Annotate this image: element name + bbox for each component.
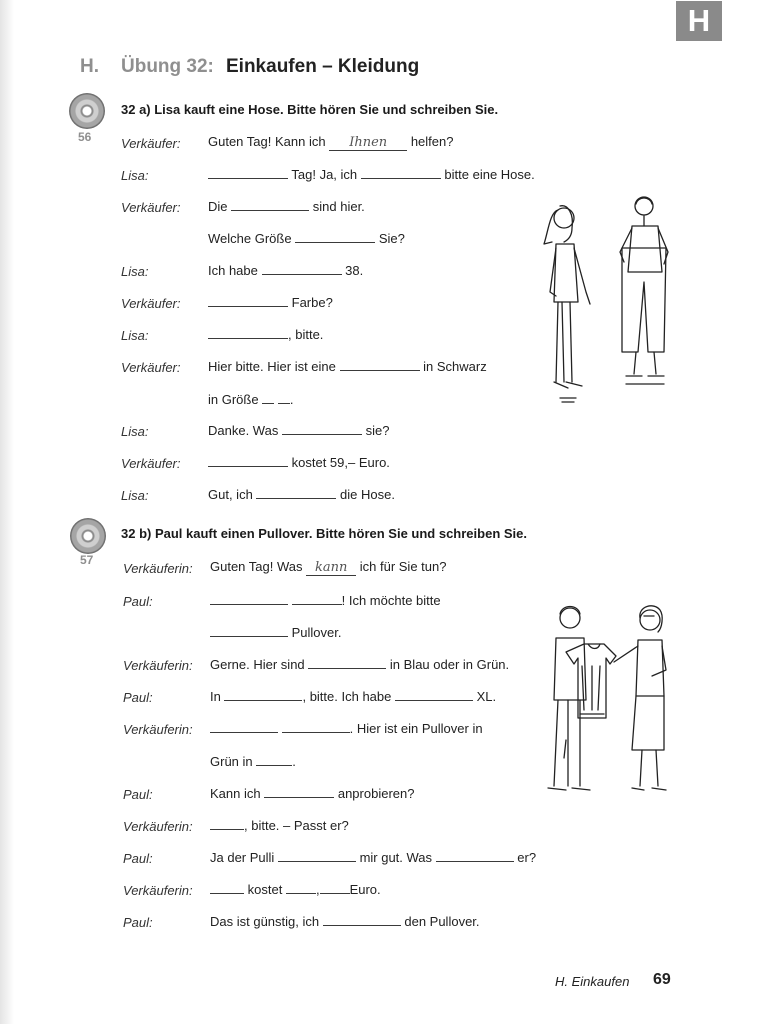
dialogue-text: in Blau oder in Grün. xyxy=(389,657,510,672)
dialogue-line xyxy=(208,422,389,438)
answer-blank[interactable] xyxy=(210,592,288,605)
speaker-label: Lisa: xyxy=(121,328,149,343)
shop-scene-trousers-illustration xyxy=(532,192,682,407)
dialogue-text: . xyxy=(292,754,296,769)
dialogue-text: . Hier ist ein Pullover in xyxy=(349,721,483,736)
shop-scene-pullover-illustration xyxy=(540,600,680,800)
dialogue-text: Hier bitte. Hier ist eine xyxy=(208,359,336,374)
speaker-label: Verkäufer: xyxy=(121,456,181,471)
speaker-label: Lisa: xyxy=(121,264,149,279)
answer-blank[interactable] xyxy=(256,753,292,766)
dialogue-text: helfen? xyxy=(410,134,454,149)
dialogue-line xyxy=(208,230,405,246)
dialogue-text: Guten Tag! Kann ich xyxy=(208,134,326,149)
speaker-label: Verkäufer: xyxy=(121,296,181,311)
speaker-label: Verkäuferin: xyxy=(123,561,193,576)
dialogue-text: Tag! Ja, ich xyxy=(291,167,358,182)
footer-section-name: H. Einkaufen xyxy=(555,974,630,989)
dialogue-text: bitte eine Hose. xyxy=(444,167,535,182)
dialogue-text: 38. xyxy=(345,263,364,278)
dialogue-text: Gut, ich xyxy=(208,487,253,502)
speaker-label: Verkäuferin: xyxy=(123,819,193,834)
answer-blank[interactable] xyxy=(224,688,302,701)
answer-blank[interactable] xyxy=(262,391,274,404)
dialogue-text: kostet 59,– Euro. xyxy=(291,455,390,470)
answer-blank[interactable] xyxy=(286,881,316,894)
dialogue-text: Sie? xyxy=(378,231,405,246)
dialogue-text: ! Ich möchte bitte xyxy=(341,593,441,608)
dialogue-text: Das ist günstig, ich xyxy=(210,914,320,929)
answer-blank[interactable] xyxy=(208,326,288,339)
dialogue-line xyxy=(208,166,535,182)
speaker-label: Lisa: xyxy=(121,168,149,183)
answer-blank[interactable] xyxy=(210,624,288,637)
page-edge-shadow xyxy=(0,0,14,1024)
dialogue-line xyxy=(210,785,414,801)
dialogue-text: Danke. Was xyxy=(208,423,279,438)
speaker-label: Verkäuferin: xyxy=(123,722,193,737)
dialogue-text: kostet xyxy=(247,882,283,897)
speaker-label: Verkäuferin: xyxy=(123,658,193,673)
dialogue-line xyxy=(210,720,483,736)
speaker-label: Paul: xyxy=(123,851,153,866)
exercise-heading-a: 32 a) Lisa kauft eine Hose. Bitte hören Sie und schreiben Sie. xyxy=(121,102,499,117)
answer-blank[interactable] xyxy=(264,785,334,798)
dialogue-line xyxy=(210,881,381,897)
section-tab: H xyxy=(676,1,722,41)
dialogue-line xyxy=(210,913,480,929)
dialogue-line xyxy=(208,326,323,342)
speaker-label: Verkäuferin: xyxy=(123,883,193,898)
dialogue-text: Ich habe xyxy=(208,263,258,278)
dialogue-text: XL. xyxy=(476,689,497,704)
answer-blank[interactable] xyxy=(278,849,356,862)
answer-blank[interactable] xyxy=(210,720,278,733)
dialogue-line xyxy=(208,134,453,151)
dialogue-line xyxy=(210,624,342,640)
dialogue-text: Ja der Pulli xyxy=(210,850,275,865)
dialogue-text: in Schwarz xyxy=(423,359,487,374)
dialogue-text: den Pullover. xyxy=(404,914,480,929)
dialogue-line xyxy=(210,592,441,608)
dialogue-text: mir gut. Was xyxy=(359,850,433,865)
dialogue-line xyxy=(208,294,333,310)
audio-cd-icon xyxy=(69,93,105,129)
speaker-label: Verkäufer: xyxy=(121,360,181,375)
exercise-heading-b: 32 b) Paul kauft einen Pullover. Bitte hören Sie und schreiben Sie. xyxy=(121,526,527,541)
audio-cd-icon xyxy=(70,518,106,554)
answer-blank[interactable] xyxy=(282,422,362,435)
title-section-letter: H. xyxy=(80,56,99,77)
answer-blank[interactable] xyxy=(282,720,350,733)
dialogue-text: ich für Sie tun? xyxy=(359,559,447,574)
dialogue-line xyxy=(210,753,296,769)
dialogue-text: in Größe xyxy=(208,392,259,407)
answer-blank[interactable] xyxy=(256,486,336,499)
answer-blank[interactable] xyxy=(436,849,514,862)
speaker-label: Paul: xyxy=(123,787,153,802)
dialogue-line xyxy=(208,454,390,470)
title-exercise-number: Übung 32: xyxy=(121,56,214,77)
dialogue-line xyxy=(208,358,487,374)
answer-blank[interactable] xyxy=(210,817,244,830)
speaker-label: Paul: xyxy=(123,690,153,705)
example-answer: Ihnen xyxy=(329,135,407,151)
dialogue-text: er? xyxy=(517,850,537,865)
answer-blank[interactable] xyxy=(208,454,288,467)
speaker-label: Paul: xyxy=(123,915,153,930)
dialogue-line xyxy=(208,391,293,407)
dialogue-text: , bitte. xyxy=(288,327,324,342)
dialogue-text: Grün in xyxy=(210,754,253,769)
answer-blank[interactable] xyxy=(210,881,244,894)
title-topic: Einkaufen – Kleidung xyxy=(226,56,420,77)
dialogue-text: . xyxy=(289,392,294,407)
track-number: 57 xyxy=(80,553,94,567)
dialogue-text: sie? xyxy=(365,423,390,438)
dialogue-text: Guten Tag! Was xyxy=(210,559,303,574)
speaker-label: Lisa: xyxy=(121,424,149,439)
dialogue-text: Pullover. xyxy=(291,625,342,640)
dialogue-text: , xyxy=(315,882,320,897)
answer-blank[interactable] xyxy=(278,391,290,404)
answer-blank[interactable] xyxy=(208,166,288,179)
speaker-label: Verkäufer: xyxy=(121,200,181,215)
answer-blank[interactable] xyxy=(320,881,350,894)
dialogue-line xyxy=(208,486,395,502)
speaker-label: Paul: xyxy=(123,594,153,609)
answer-blank[interactable] xyxy=(292,592,342,605)
answer-blank[interactable] xyxy=(395,688,473,701)
answer-blank[interactable] xyxy=(208,294,288,307)
dialogue-text: Welche Größe xyxy=(208,231,292,246)
dialogue-text: , bitte. Ich habe xyxy=(302,689,392,704)
dialogue-text: Gerne. Hier sind xyxy=(210,657,305,672)
speaker-label: Verkäufer: xyxy=(121,136,181,151)
dialogue-text: In xyxy=(210,689,221,704)
dialogue-line xyxy=(208,262,363,278)
speaker-label: Lisa: xyxy=(121,488,149,503)
dialogue-line xyxy=(208,198,365,214)
dialogue-line xyxy=(210,559,446,576)
answer-blank[interactable] xyxy=(323,913,401,926)
example-answer: kann xyxy=(306,560,356,576)
page-number: 69 xyxy=(653,971,671,988)
answer-blank[interactable] xyxy=(262,262,342,275)
dialogue-text: sind hier. xyxy=(312,199,365,214)
dialogue-line xyxy=(210,688,496,704)
answer-blank[interactable] xyxy=(340,358,420,371)
dialogue-line xyxy=(210,656,509,672)
track-number: 56 xyxy=(78,130,92,144)
dialogue-text: , bitte. – Passt er? xyxy=(244,818,349,833)
dialogue-text: anprobieren? xyxy=(337,786,415,801)
dialogue-text: Die xyxy=(208,199,228,214)
dialogue-text: Kann ich xyxy=(210,786,261,801)
dialogue-text: Euro. xyxy=(349,882,381,897)
answer-blank[interactable] xyxy=(308,656,386,669)
answer-blank[interactable] xyxy=(361,166,441,179)
dialogue-line xyxy=(210,849,536,865)
dialogue-text: die Hose. xyxy=(340,487,395,502)
answer-blank[interactable] xyxy=(295,230,375,243)
dialogue-line xyxy=(210,817,349,833)
answer-blank[interactable] xyxy=(231,198,309,211)
dialogue-text: Farbe? xyxy=(291,295,333,310)
